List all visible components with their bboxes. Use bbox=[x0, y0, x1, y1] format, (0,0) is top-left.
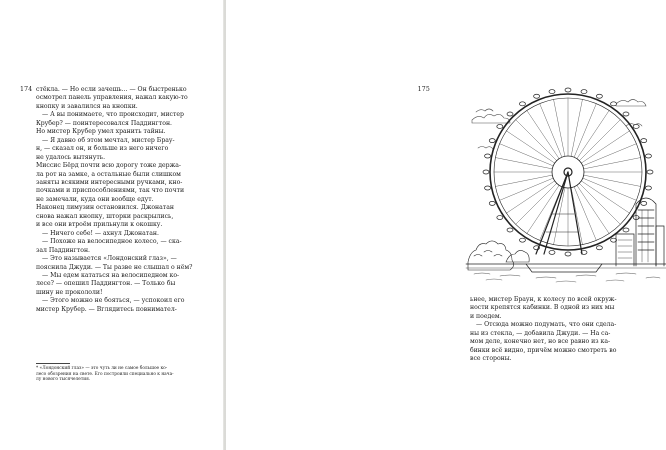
wheel-spoke bbox=[577, 185, 609, 233]
text-line: Крубер? — поинтересовался Паддингтон. bbox=[36, 119, 173, 127]
text-line: — Ничего себе! — ахнул Джонатан. bbox=[42, 229, 159, 237]
text-line: бинки всё видно, причём можно смотреть во bbox=[470, 346, 617, 354]
wheel-spoke bbox=[584, 158, 641, 169]
page-number-right: 175 bbox=[417, 86, 430, 93]
wheel-spoke bbox=[495, 158, 552, 169]
footnote-rule bbox=[36, 363, 70, 364]
text-line: заняты всякими интересными ручками, кно- bbox=[36, 178, 183, 186]
wheel-capsule bbox=[497, 216, 503, 220]
text-line: Миссис Бёрд почти всю дорогу тоже держа- bbox=[36, 162, 181, 170]
wheel-capsule bbox=[507, 112, 513, 116]
wheel-capsule bbox=[489, 139, 495, 143]
text-line: — Я давно об этом мечтал, мистер Брау- bbox=[42, 136, 175, 144]
wheel-capsule bbox=[596, 94, 602, 98]
text-line: осмотрел панель управления, нажал какую-то bbox=[36, 94, 188, 102]
wheel-spoke bbox=[571, 99, 582, 156]
wheel-spoke bbox=[500, 178, 554, 200]
wheel-capsule bbox=[645, 154, 651, 158]
text-line: ла рот на замке, а остальные были слишком bbox=[36, 170, 181, 178]
text-line: — Похоже на велосипедное колесо, — ска- bbox=[42, 238, 182, 246]
text-line: все стороны. bbox=[470, 355, 512, 363]
wheel-capsule bbox=[519, 102, 525, 106]
left-page bbox=[0, 0, 224, 450]
wheel-capsule bbox=[611, 102, 617, 106]
wheel-capsule bbox=[565, 252, 571, 256]
wheel-spoke bbox=[583, 144, 637, 166]
text-line: — А вы понимаете, что происходит, мистер bbox=[42, 111, 184, 119]
text-line: — Отсюда можно подумать, что они сдела- bbox=[476, 321, 617, 329]
wheel-capsule bbox=[507, 228, 513, 232]
text-line: лесе? — опешил Паддингтон. — Только бы bbox=[36, 280, 176, 288]
text-line: — Мы едем кататься на велосипедном ко- bbox=[42, 271, 180, 279]
wheel-spoke bbox=[516, 120, 557, 161]
text-line: и поедем. bbox=[470, 312, 502, 320]
wheel-spoke bbox=[506, 181, 554, 213]
text-line: не замечали, куда они вообще едут. bbox=[36, 195, 154, 203]
text-line: кнопку и завалился на кнопки. bbox=[36, 102, 138, 110]
wheel-spoke bbox=[527, 110, 559, 158]
right-page-text bbox=[470, 296, 638, 364]
wheel-spoke bbox=[540, 104, 562, 158]
wheel-spoke bbox=[554, 99, 565, 156]
text-line: шину не прокололи! bbox=[36, 288, 103, 296]
wheel-capsule bbox=[565, 88, 571, 92]
text-line: снова нажал кнопку, шторки раскрылись, bbox=[36, 212, 174, 220]
text-line: и все они втроём прильнули к окошку. bbox=[36, 221, 163, 229]
page-number-left: 174 bbox=[20, 86, 33, 93]
wheel-capsule bbox=[519, 238, 525, 242]
wheel-spoke bbox=[574, 187, 596, 241]
wheel-spoke bbox=[500, 144, 554, 166]
ferris-wheel-illustration bbox=[466, 86, 666, 284]
wheel-capsule bbox=[497, 124, 503, 128]
wheel-capsule bbox=[485, 186, 491, 190]
wheel-capsule bbox=[483, 170, 489, 174]
wheel-capsule bbox=[485, 154, 491, 158]
text-line: не удалось вытянуть. bbox=[36, 153, 106, 161]
wheel-capsule bbox=[645, 186, 651, 190]
text-line: пояснила Джуди. — Ты разве не слышал о нём? bbox=[36, 263, 193, 271]
wheel-spoke bbox=[495, 175, 552, 186]
text-line: ьнее, мистер Браун, к колесу по всей окруж- bbox=[470, 296, 617, 303]
wheel-capsule bbox=[647, 170, 653, 174]
text-line: — Этого можно не бояться, — успокоил его bbox=[42, 297, 185, 305]
text-line: Наконец лимузин остановился. Джонатан bbox=[36, 204, 174, 212]
wheel-spoke bbox=[571, 188, 582, 245]
text-line: ности крепятся кабинки. В одной из них мы bbox=[470, 304, 615, 312]
text-line: н, — сказал он, и больше из него ничего bbox=[36, 145, 169, 153]
footnote-line: * «Лондонский глаз» — это чуть ли не самое большое ко- bbox=[36, 366, 168, 371]
text-line: ны из стекла, — добавила Джуди. — На са- bbox=[470, 329, 611, 337]
wheel-capsule bbox=[489, 201, 495, 205]
wheel-spoke bbox=[584, 175, 641, 186]
wheel-capsule bbox=[623, 228, 629, 232]
wheel-capsule bbox=[641, 201, 647, 205]
wheel-capsule bbox=[633, 124, 639, 128]
wheel-spoke bbox=[574, 104, 596, 158]
wheel-spoke bbox=[527, 185, 559, 233]
right-page bbox=[226, 0, 617, 450]
wheel-capsule bbox=[641, 139, 647, 143]
wheel-capsule bbox=[549, 90, 555, 94]
wheel-capsule bbox=[549, 250, 555, 254]
wheel-spoke bbox=[579, 183, 620, 224]
wheel-spoke bbox=[583, 178, 637, 200]
wheel-spoke bbox=[506, 131, 554, 163]
wheel-capsule bbox=[581, 90, 587, 94]
text-line: Но мистер Крубер умел хранить тайны. bbox=[36, 128, 166, 136]
text-line: — Это называется «Лондонский глаз», — bbox=[42, 255, 177, 263]
text-line: мом деле, конечно нет, но все равно из ка- bbox=[470, 338, 611, 346]
wheel-spoke bbox=[581, 181, 629, 213]
text-line: мистер Крубер. — Вглядитесь повнимател- bbox=[36, 305, 177, 313]
text-line: почками и приспособлениями, так что почти bbox=[36, 187, 185, 195]
footnote-line: лу нового тысячелетия. bbox=[36, 377, 91, 383]
text-line: зал Паддингтон. bbox=[36, 246, 90, 254]
wheel-capsule bbox=[623, 112, 629, 116]
footnote-line: лесо обозрения на свете. Его построили специально к нача- bbox=[36, 371, 174, 377]
left-page-text bbox=[36, 86, 204, 314]
wheel-capsule bbox=[534, 94, 540, 98]
wheel-capsule bbox=[596, 246, 602, 250]
wheel-spoke bbox=[581, 131, 629, 163]
wheel-spoke bbox=[577, 110, 609, 158]
text-line: стёкла. — Но если зачешь... — Он быстренько bbox=[36, 86, 187, 93]
footnote bbox=[36, 366, 204, 383]
wheel-spoke bbox=[579, 120, 620, 161]
